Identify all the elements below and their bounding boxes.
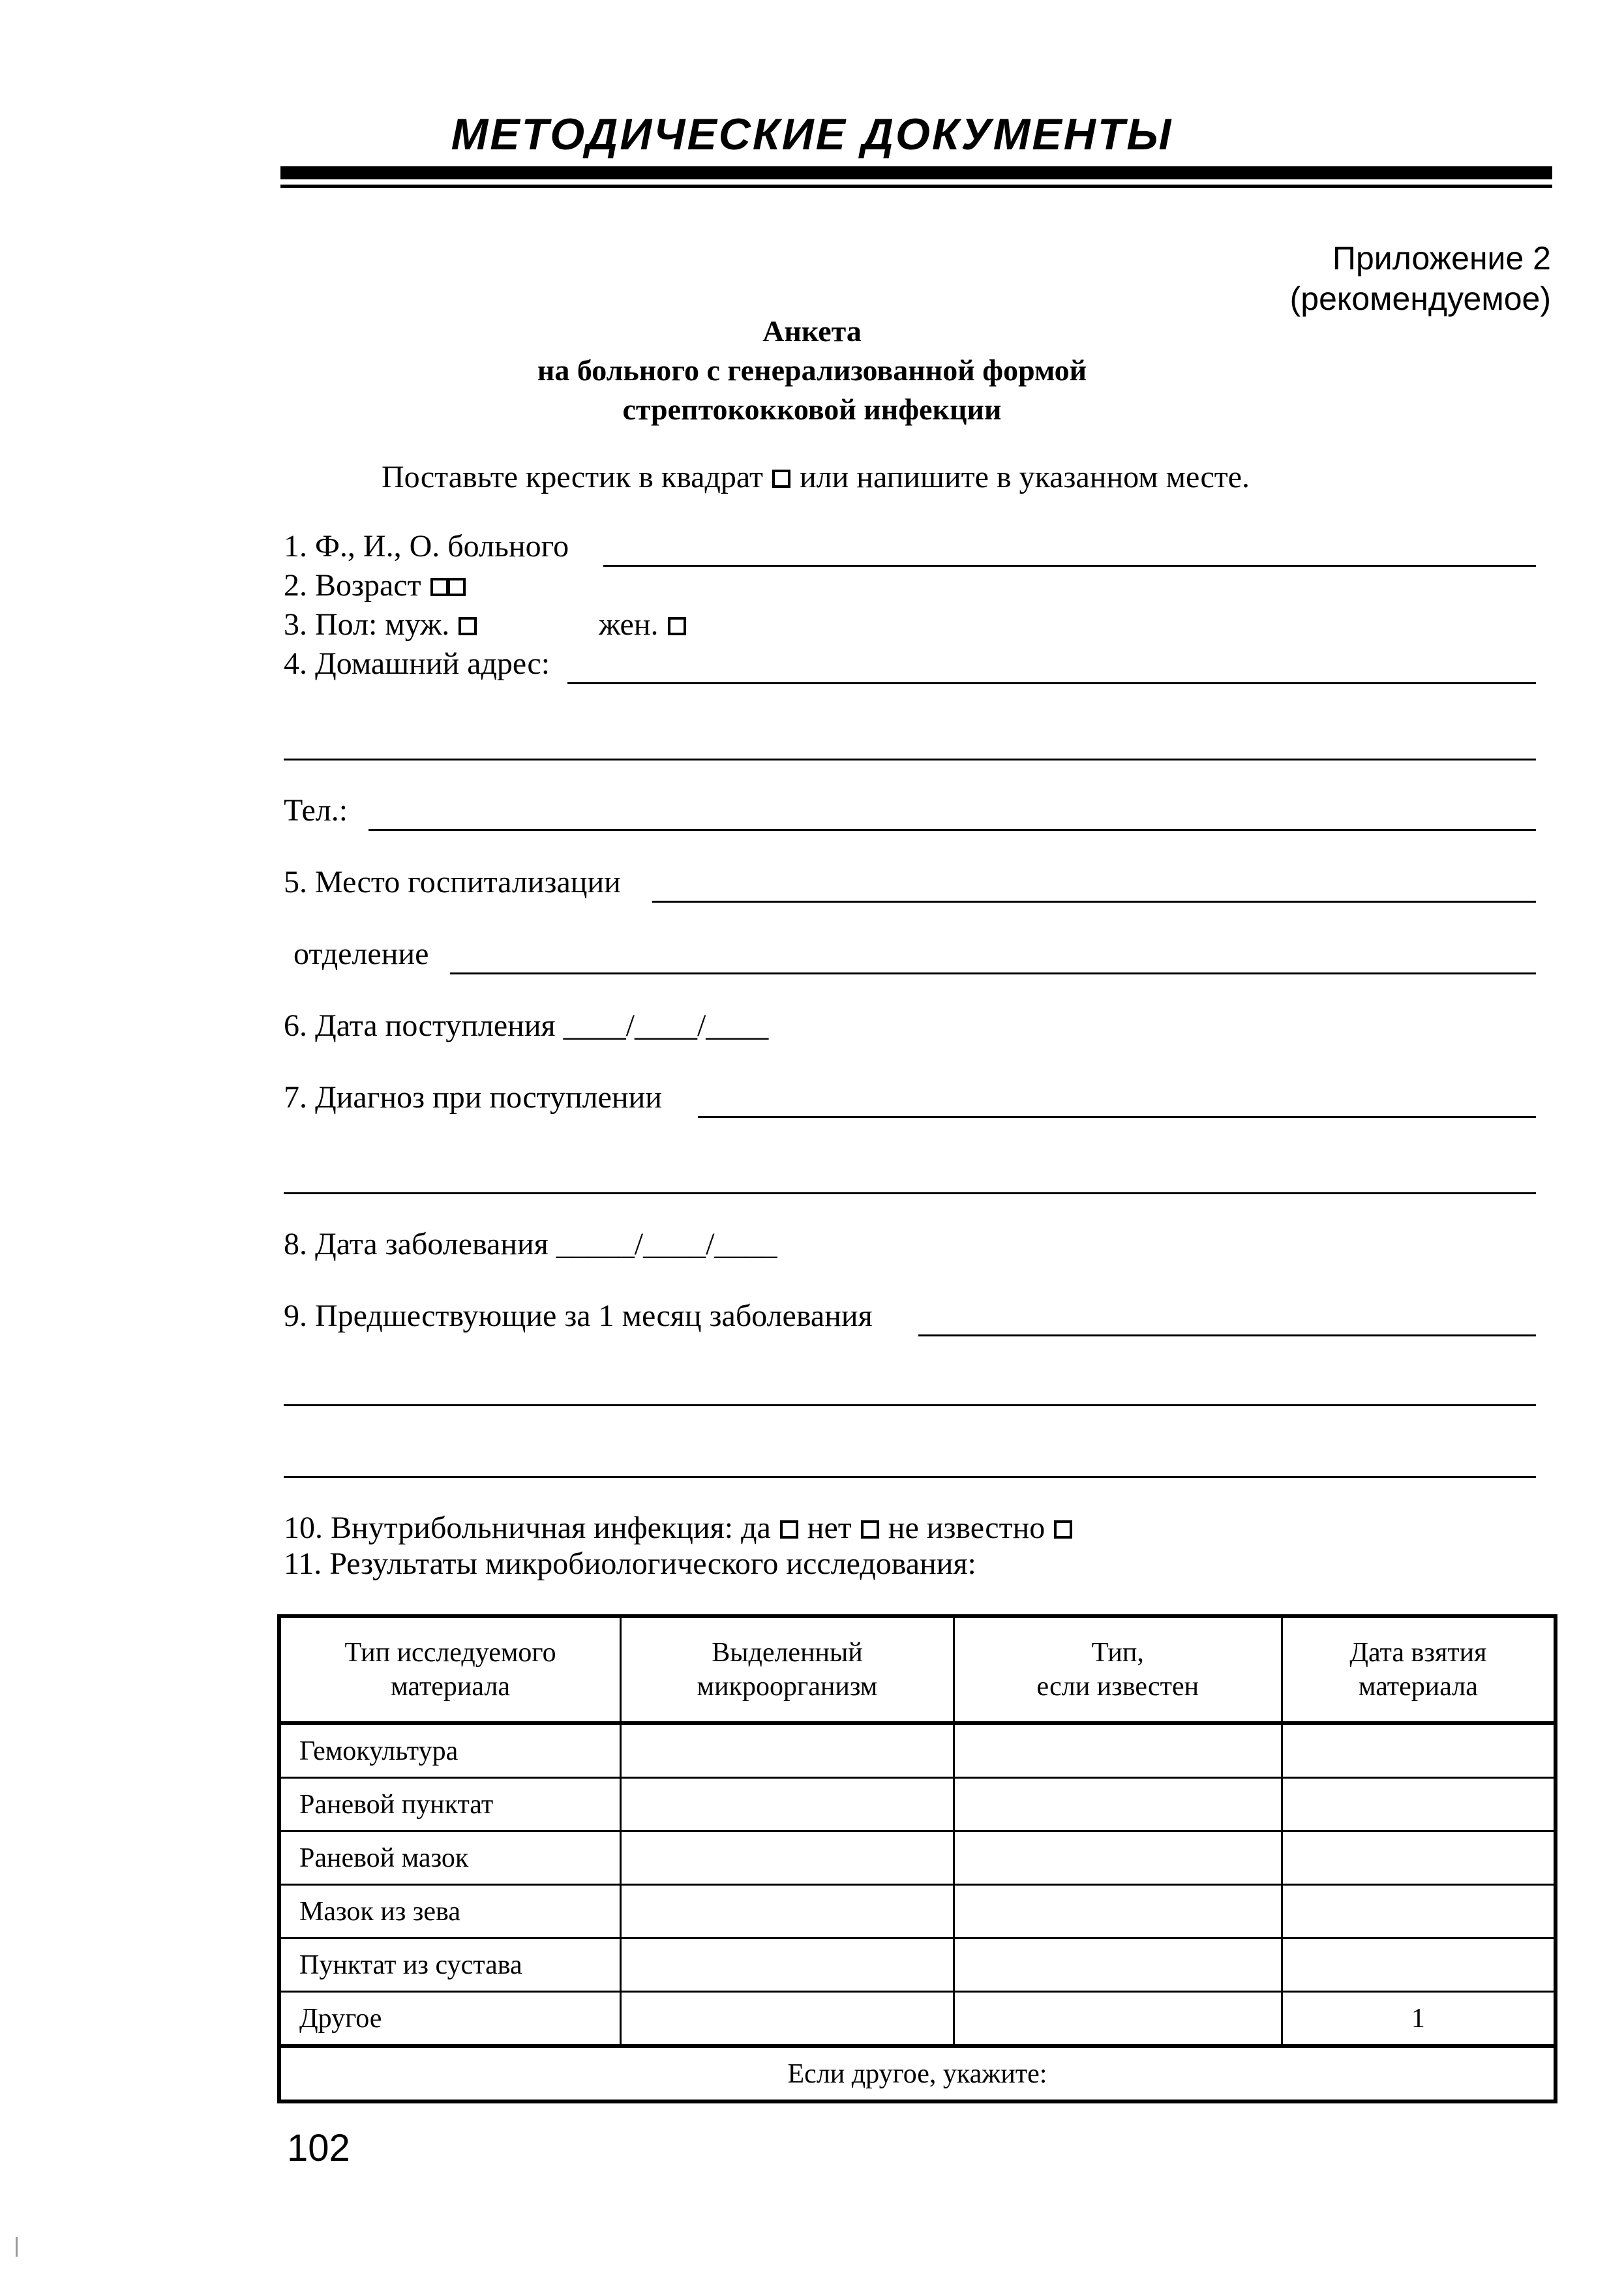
organism-cell[interactable] xyxy=(621,1938,954,1992)
material-cell: Мазок из зева xyxy=(279,1885,621,1938)
organism-cell[interactable] xyxy=(621,1831,954,1885)
field-label-department: отделение xyxy=(293,937,429,971)
date-cell[interactable] xyxy=(1282,1938,1556,1992)
field-label-nosocomial-infection: 10. Внутрибольничная инфекция: xyxy=(284,1511,734,1545)
field-label-hospitalization-place: 5. Место госпитализации xyxy=(284,865,621,899)
field-nosocomial-infection xyxy=(284,1509,1074,1548)
phone-input-line[interactable] xyxy=(368,829,1536,831)
hospitalization-place-input-line[interactable] xyxy=(652,901,1536,903)
table-row xyxy=(279,1938,1556,1992)
form-title-line-1: Анкета xyxy=(762,314,862,348)
admission-diagnosis-input-line-2[interactable] xyxy=(284,1192,1536,1194)
previous-diseases-input-line-3[interactable] xyxy=(284,1476,1536,1478)
organism-cell[interactable] xyxy=(621,1992,954,2047)
column-header-material: Тип исследуемого материала xyxy=(279,1616,621,1723)
female-checkbox[interactable] xyxy=(668,617,686,635)
type-cell[interactable] xyxy=(954,1992,1282,2047)
male-checkbox[interactable] xyxy=(459,617,477,635)
organism-cell[interactable] xyxy=(621,1885,954,1938)
date-cell[interactable] xyxy=(1282,1723,1556,1778)
field-label-sex-female: жен. xyxy=(599,607,659,642)
field-label-address: 4. Домашний адрес: xyxy=(284,646,550,681)
page-number: 102 xyxy=(287,2127,350,2169)
type-cell[interactable] xyxy=(954,1831,1282,1885)
option-unknown-label: не известно xyxy=(888,1511,1045,1545)
date-cell[interactable] xyxy=(1282,1885,1556,1938)
column-header-date: Дата взятия материала xyxy=(1282,1616,1556,1723)
date-cell[interactable]: 1 xyxy=(1282,1992,1556,2047)
field-label-admission-date: 6. Дата поступления xyxy=(284,1008,556,1043)
type-cell[interactable] xyxy=(954,1778,1282,1831)
admission-date-input[interactable]: ____/____/____ xyxy=(563,1008,769,1043)
full-name-input-line[interactable] xyxy=(603,565,1536,567)
organism-cell[interactable] xyxy=(621,1723,954,1778)
table-row xyxy=(279,1992,1556,2047)
scan-edge-mark xyxy=(16,2237,18,2257)
type-cell[interactable] xyxy=(954,1938,1282,1992)
table-row xyxy=(279,1831,1556,1885)
field-label-age: 2. Возраст xyxy=(284,568,421,603)
table-row xyxy=(279,1885,1556,1938)
previous-diseases-input-line-1[interactable] xyxy=(918,1334,1536,1336)
material-cell: Другое xyxy=(279,1992,621,2047)
table-header-row xyxy=(279,1616,1556,1723)
date-cell[interactable] xyxy=(1282,1831,1556,1885)
table-footer-row xyxy=(279,2046,1556,2101)
other-specify-cell[interactable]: Если другое, укажите: xyxy=(279,2046,1556,2101)
field-label-previous-diseases: 9. Предшествующие за 1 месяц заболевания xyxy=(284,1299,873,1333)
address-input-line-2[interactable] xyxy=(284,759,1536,760)
field-sex xyxy=(284,605,478,644)
field-label-onset-date: 8. Дата заболевания xyxy=(284,1227,549,1261)
appendix-number: Приложение 2 xyxy=(1332,240,1551,277)
field-label-phone: Тел.: xyxy=(284,793,348,828)
instruction-text-after: или напишите в указанном месте. xyxy=(799,460,1250,494)
option-unknown-checkbox[interactable] xyxy=(1054,1520,1072,1539)
field-label-admission-diagnosis: 7. Диагноз при поступлении xyxy=(284,1080,662,1115)
option-yes-checkbox[interactable] xyxy=(780,1520,798,1539)
option-no-checkbox[interactable] xyxy=(861,1520,879,1539)
material-cell: Пунктат из сустава xyxy=(279,1938,621,1992)
field-label-microbiology-results: 11. Результаты микробиологического исследования: xyxy=(284,1546,976,1581)
column-header-organism: Выделенный микроорганизм xyxy=(621,1616,954,1723)
address-input-line-1[interactable] xyxy=(567,682,1536,684)
field-admission-date xyxy=(284,1006,768,1046)
checkbox-icon xyxy=(772,470,790,488)
age-digit-box-2[interactable] xyxy=(447,578,466,596)
instruction xyxy=(382,458,1250,497)
type-cell[interactable] xyxy=(954,1885,1282,1938)
form-title-line-3: стрептококковой инфекции xyxy=(622,393,1002,426)
admission-diagnosis-input-line-1[interactable] xyxy=(698,1116,1536,1118)
microbiology-results-table xyxy=(277,1614,1557,2103)
option-yes-label: да xyxy=(741,1511,771,1545)
option-no-label: нет xyxy=(807,1511,852,1545)
form-title-line-2: на больного с генерализованной формой xyxy=(537,354,1087,387)
field-onset-date xyxy=(284,1225,777,1264)
age-digit-box-1[interactable] xyxy=(430,578,449,596)
onset-date-input[interactable]: _____/____/____ xyxy=(556,1227,777,1261)
material-cell: Гемокультура xyxy=(279,1723,621,1778)
material-cell: Раневой пунктат xyxy=(279,1778,621,1831)
column-header-type: Тип, если известен xyxy=(954,1616,1282,1723)
table-row xyxy=(279,1723,1556,1778)
appendix-label xyxy=(1290,238,1551,319)
header-rule xyxy=(280,166,1552,179)
field-sex-female xyxy=(599,605,687,644)
organism-cell[interactable] xyxy=(621,1778,954,1831)
field-label-sex-male: 3. Пол: муж. xyxy=(284,607,450,642)
material-cell: Раневой мазок xyxy=(279,1831,621,1885)
previous-diseases-input-line-2[interactable] xyxy=(284,1404,1536,1406)
type-cell[interactable] xyxy=(954,1723,1282,1778)
appendix-status: (рекомендуемое) xyxy=(1289,280,1551,317)
field-label-full-name: 1. Ф., И., О. больного xyxy=(284,529,569,564)
field-age xyxy=(284,566,467,605)
header-rule-thin xyxy=(280,185,1552,188)
date-cell[interactable] xyxy=(1282,1778,1556,1831)
table-row xyxy=(279,1778,1556,1831)
running-header: МЕТОДИЧЕСКИЕ ДОКУМЕНТЫ xyxy=(451,110,1173,159)
form-title xyxy=(0,312,1624,429)
instruction-text-before: Поставьте крестик в квадрат xyxy=(382,460,763,494)
department-input-line[interactable] xyxy=(450,972,1536,974)
